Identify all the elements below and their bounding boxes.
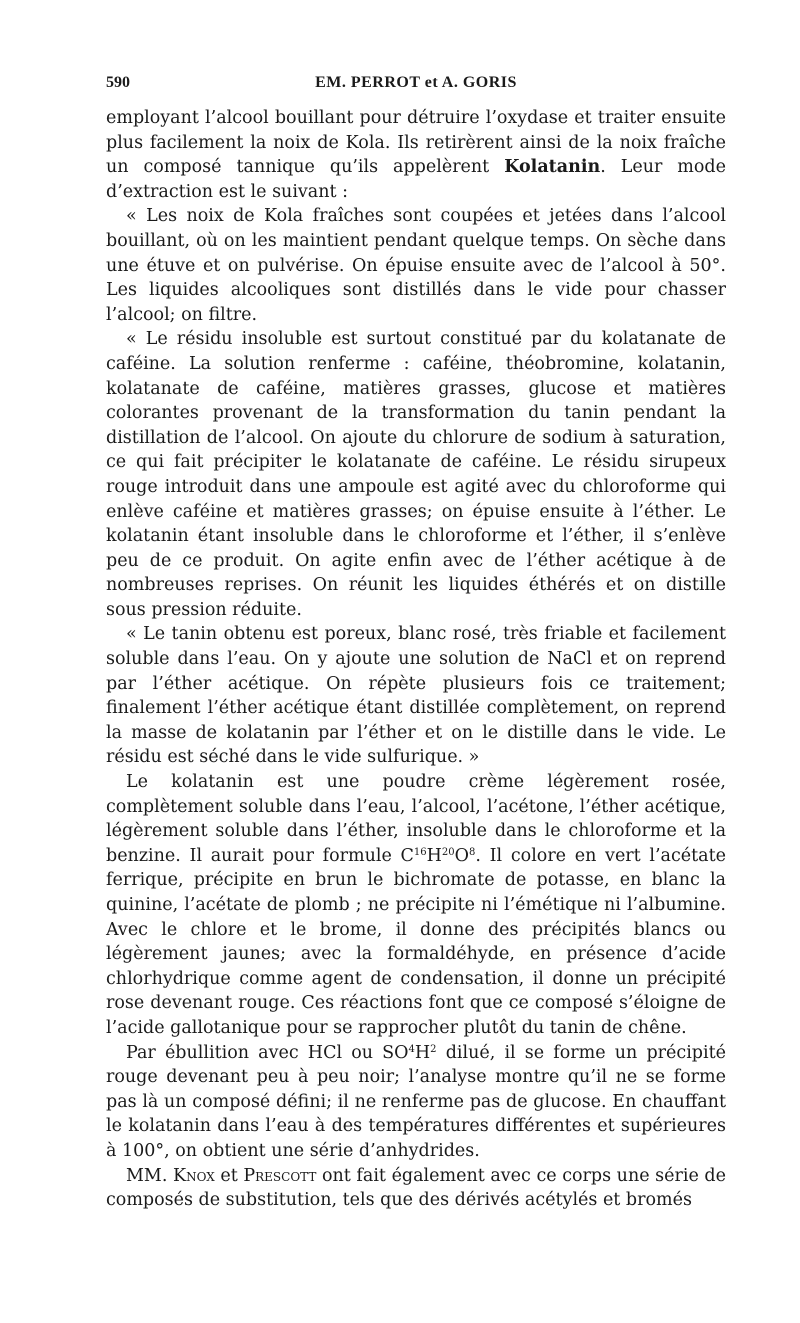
paragraph-6-text-a: Par ébullition avec HCl ou SO [126, 1042, 409, 1063]
page-number: 590 [106, 74, 130, 91]
formula-sup-h: 20 [441, 846, 455, 858]
paragraph-6-text-b: dilué, il se forme un précipité rouge devenant peu à peu noir; l’analyse montre qu’il ne se forme pas là un composé défini; il ne renferme pas de glucose. En chauffant le kolatanin dans l’eau à des températures différentes et supérieures à 100°, on obtient une série d’anhydrides. [106, 1042, 726, 1161]
body-text [106, 106, 726, 1213]
paragraph-1 [106, 106, 726, 204]
paragraph-7 [106, 1164, 726, 1213]
paragraph-3: « Le résidu insoluble est surtout constitué par du kolatanate de caféine. La solution renferme : caféine, théobromine, kolatanin, kolatanate de caféine, matières grasses, glucose et matières colorantes provenant de la transformation du tanin pendant la distillation de l’alcool. On ajoute du chlorure de sodium à saturation, ce qui fait précipiter le kolatanate de caféine. Le résidu sirupeux rouge introduit dans une ampoule est agité avec du chloroforme qui enlève caféine et matières grasses; on épuise ensuite à l’éther. Le kolatanin étant insoluble dans le chloroforme et l’éther, il s’enlève peu de ce produit. On agite enfin avec de l’éther acétique à de nombreuses reprises. On réunit les liquides éthérés et on distille sous pression réduite. [106, 329, 726, 620]
paragraph-5 [106, 770, 726, 1041]
author-knox: Knox [173, 1165, 215, 1186]
paragraph-6 [106, 1041, 726, 1164]
paragraph-4: « Le tanin obtenu est poreux, blanc rosé, très friable et facilement soluble dans l’eau. On y ajoute une solution de NaCl et on reprend par l’éther acétique. On répète plusieurs fois ce traitement; finalement l’éther acétique étant distillée complètement, on reprend la masse de kolatanin par l’éther et on le distille dans le vide. Le résidu est séché dans le vide sulfurique. » [106, 624, 726, 768]
paragraph-7-text-c: ont fait également avec ce corps une série de composés de substitution, tels que des dérivés acétylés et bromés [106, 1165, 726, 1211]
formula-sup-h2: 2 [430, 1043, 437, 1055]
paragraph-1-text-a: employant l’alcool bouillant pour détruire l’oxydase et traiter ensuite plus facilement la noix de Kola. Ils retirèrent ainsi de la noix fraîche un composé tannique qu’ils appelèrent [106, 108, 726, 178]
running-head [106, 74, 726, 98]
formula-sup-c: 16 [413, 846, 427, 858]
formula-h2: H [414, 1042, 431, 1063]
paragraph-1-text-b: . Leur mode d’extraction est le suivant : [106, 157, 726, 202]
paragraph-7-text-a: MM. [126, 1165, 173, 1186]
paragraph-7-text-b: et [214, 1165, 244, 1186]
formula-sup-so: 4 [408, 1043, 415, 1055]
paragraph-5-text-b: . Il colore en vert l’acétate ferrique, précipite en brun le bichromate de potasse, en blanc la quinine, l’acétate de plomb ; ne précipite ni l’émétique ni l’albumine. Avec le chlore et le brome, il donne des précipités blancs ou légèrement jaunes; avec la formaldéhyde, en présence d’acide chlorhydrique comme agent de condensation, il donne un précipité rose devenant rouge. Ces réactions font que ce composé s’éloigne de l’acide gallotanique pour se rapprocher plutôt du tanin de chêne. [106, 845, 726, 1038]
author-prescott: Prescott [243, 1165, 317, 1186]
paragraph-2: « Les noix de Kola fraîches sont coupées et jetées dans l’alcool bouillant, où on les maintient pendant quelque temps. On sèche dans une étuve et on pulvérise. On épuise ensuite avec de l’alcool à 50°. Les liquides alcooliques sont distillés dans le vide pour chasser l’alcool; on filtre. [106, 206, 726, 325]
formula-h: H [426, 845, 442, 866]
paragraph-5-text-a: Le kolatanin est une poudre crème légèrement rosée, complètement soluble dans l’eau, l’alcool, l’acétone, l’éther acétique, légèrement soluble dans l’éther, insoluble dans le chloroforme et la benzine. Il aurait pour formule C [106, 772, 726, 866]
term-kolatanin: Kolatanin [504, 157, 601, 178]
header-title: EM. PERROT et A. GORIS [315, 74, 517, 91]
formula-sup-o: 8 [469, 846, 476, 858]
formula-o: O [454, 845, 470, 866]
